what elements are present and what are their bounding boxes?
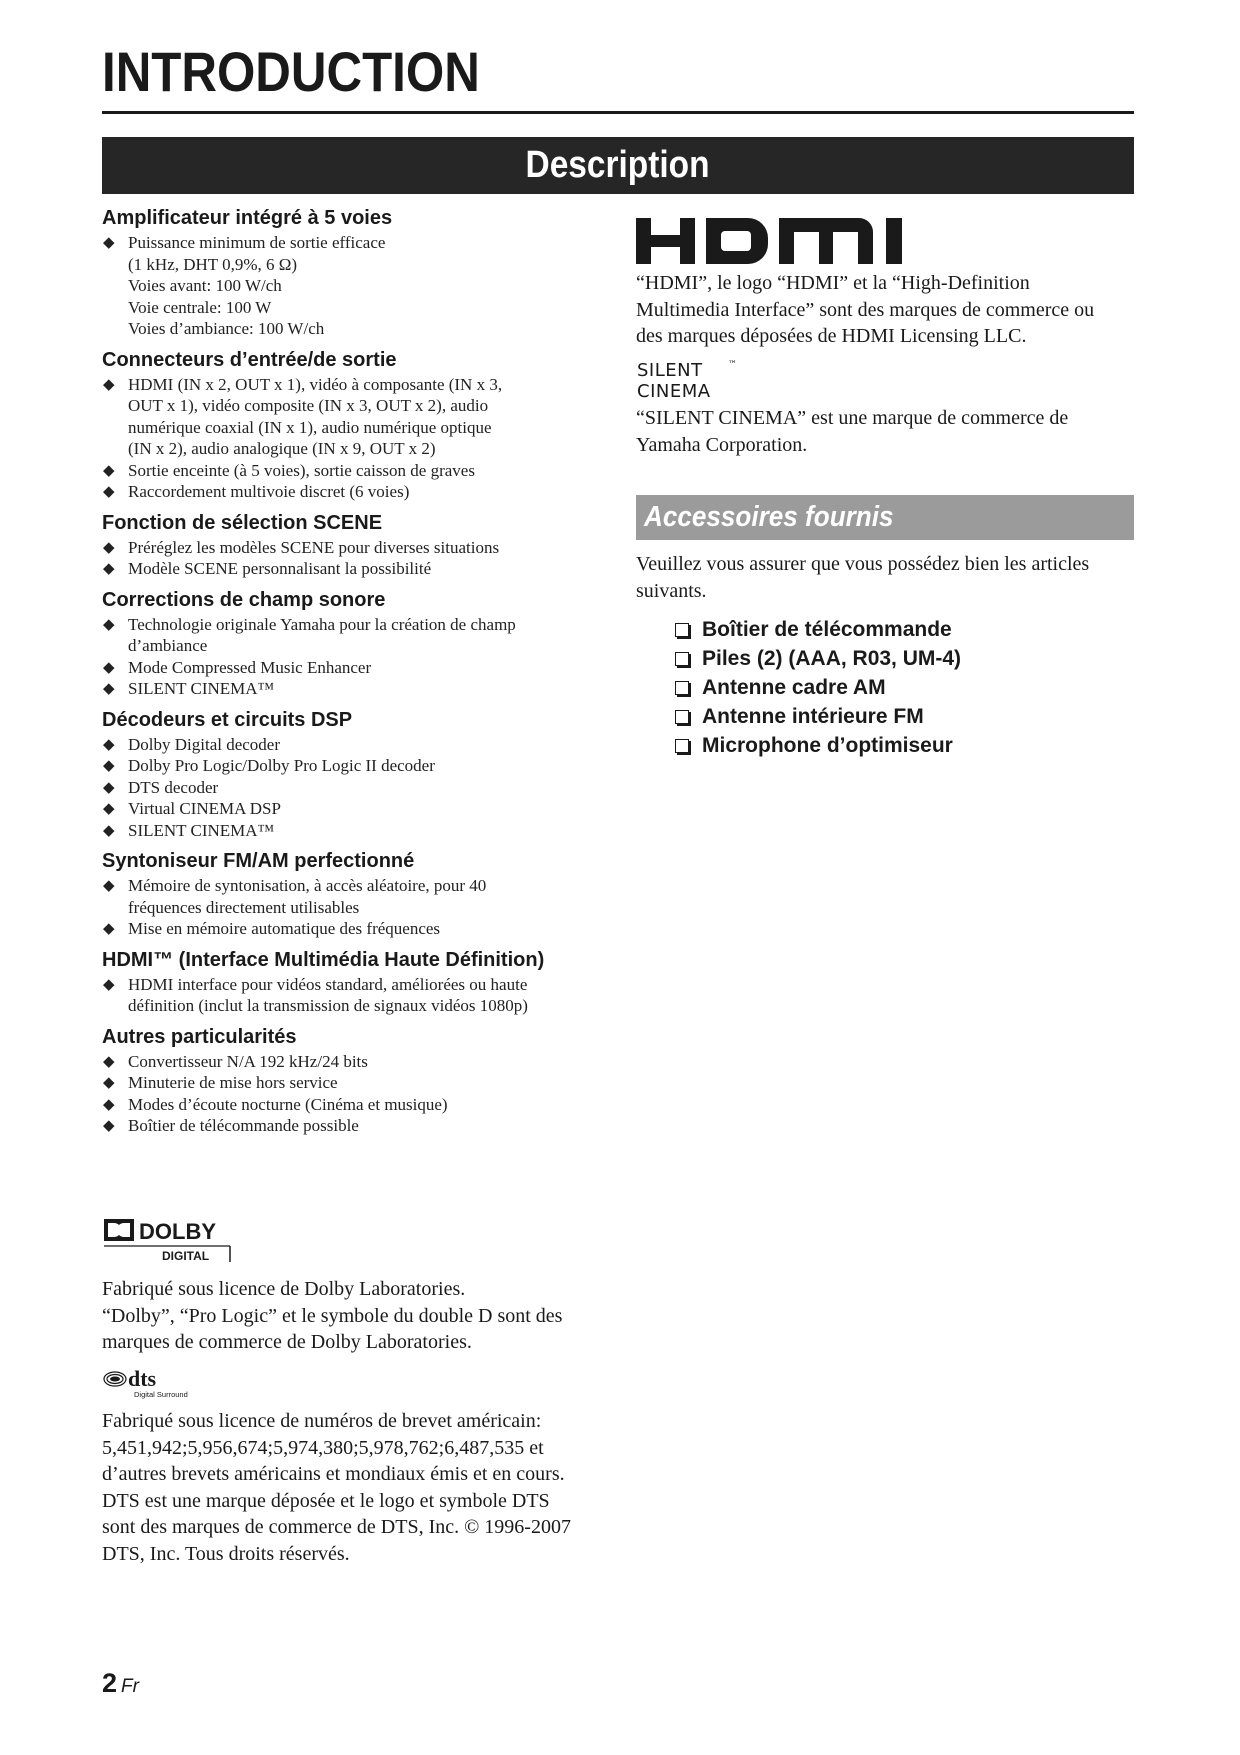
feature-section: [102, 206, 602, 340]
feature-item: [102, 875, 602, 918]
checkbox-icon: [675, 739, 689, 753]
dolby-logo-subtext: DIGITAL: [162, 1249, 210, 1263]
bullet-icon: ◆: [103, 537, 115, 556]
silent-logo-line1: SILENT: [637, 360, 703, 381]
feature-item: [102, 734, 602, 756]
hdmi-logo: [636, 216, 908, 266]
feature-item-line: Voies d’ambiance: 100 W/ch: [128, 319, 325, 338]
paragraph-line: Fabriqué sous licence de Dolby Laboratories.: [102, 1278, 466, 1300]
silent-logo-line2: CINEMA: [637, 381, 711, 400]
feature-item: [102, 678, 602, 700]
dolby-notice: [102, 1276, 612, 1356]
feature-item: [102, 777, 602, 799]
feature-heading: Syntoniseur FM/AM perfectionné: [102, 850, 415, 872]
paragraph-line: 5,451,942;5,956,674;5,974,380;5,978,762;6,487,535 et: [102, 1436, 544, 1459]
paragraph-line: “SILENT CINEMA” est une marque de commerce de: [636, 407, 1069, 429]
bullet-icon: ◆: [103, 876, 115, 894]
feature-heading: Corrections de champ sonore: [102, 588, 386, 611]
accessory-label: Piles (2) (AAA, R03, UM-4): [702, 647, 962, 670]
feature-item-line: Voies avant: 100 W/ch: [128, 276, 282, 295]
checkbox-icon: [675, 681, 689, 695]
feature-item-line: Sortie enceinte (à 5 voies), sortie caisson de graves: [128, 460, 475, 480]
dts-logo-subtext: Digital Surround: [134, 1390, 188, 1399]
feature-items: [102, 374, 602, 503]
feature-item-line: d’ambiance: [128, 636, 208, 655]
feature-item-line: Dolby Pro Logic/Dolby Pro Logic II decoder: [128, 756, 435, 775]
feature-item-line: Boîtier de télécommande possible: [128, 1116, 359, 1135]
feature-item-line: HDMI (IN x 2, OUT x 1), vidéo à composante (IN x 3,: [128, 374, 503, 394]
title-rule: [102, 111, 1134, 114]
silent-cinema-logo: [636, 358, 746, 400]
feature-section: [102, 511, 602, 580]
feature-item: [102, 974, 602, 1017]
feature-item: [102, 460, 602, 482]
bullet-icon: ◆: [103, 756, 115, 774]
silent-cinema-notice: [636, 405, 1136, 458]
feature-item: [102, 481, 602, 503]
feature-item: [102, 558, 602, 580]
bullet-icon: ◆: [103, 374, 115, 393]
feature-item-line: Virtual CINEMA DSP: [128, 799, 281, 818]
feature-items: [102, 614, 602, 700]
feature-item: [102, 657, 602, 679]
checkbox-icon: [675, 623, 689, 637]
bullet-icon: ◆: [103, 460, 115, 479]
feature-item: [102, 374, 602, 460]
accessory-item: [675, 731, 961, 760]
bullet-icon: ◆: [103, 482, 115, 500]
dts-logo-text: dts: [128, 1368, 157, 1391]
paragraph-line: Multimedia Interface” sont des marques de commerce ou: [636, 298, 1095, 321]
accessories-banner: [636, 495, 1134, 540]
feature-item: [102, 755, 602, 777]
feature-item-line: fréquences directement utilisables: [128, 897, 360, 917]
paragraph-line: des marques déposées de HDMI Licensing LLC.: [636, 325, 1027, 347]
bullet-icon: ◆: [103, 1073, 115, 1091]
feature-item: [102, 614, 602, 657]
section-title: Description: [526, 144, 710, 186]
feature-item-line: Mémoire de syntonisation, à accès aléatoire, pour 40: [128, 876, 487, 895]
feature-item: [102, 1094, 602, 1116]
feature-item-line: Convertisseur N/A 192 kHz/24 bits: [128, 1051, 368, 1071]
feature-items: [102, 875, 602, 940]
feature-item-line: Minuterie de mise hors service: [128, 1073, 338, 1092]
feature-items: [102, 734, 602, 842]
feature-section: [102, 588, 602, 700]
bullet-icon: ◆: [103, 559, 115, 577]
feature-item-line: Modes d’écoute nocturne (Cinéma et musique): [128, 1094, 448, 1114]
bullet-icon: ◆: [103, 777, 115, 796]
bullet-icon: ◆: [103, 1116, 115, 1134]
feature-items: [102, 1051, 602, 1137]
feature-item-line: SILENT CINEMA™: [128, 820, 275, 840]
feature-item: [102, 1115, 602, 1137]
bullet-icon: ◆: [103, 679, 115, 697]
bullet-icon: ◆: [103, 820, 115, 839]
accessory-item: [675, 673, 961, 702]
checkbox-icon: [675, 710, 689, 724]
accessory-label: Microphone d’optimiseur: [702, 734, 953, 757]
accessory-label: Antenne intérieure FM: [702, 705, 924, 728]
paragraph-line: sont des marques de commerce de DTS, Inc. © 1996-2007: [102, 1516, 571, 1538]
dts-notice: [102, 1408, 612, 1567]
feature-item-line: OUT x 1), vidéo composite (IN x 3, OUT x 2), audio: [128, 396, 489, 415]
feature-section: [102, 348, 602, 503]
dolby-digital-logo: [102, 1216, 232, 1266]
feature-item-line: Dolby Digital decoder: [128, 734, 281, 754]
bullet-icon: ◆: [103, 657, 115, 676]
feature-section: [102, 708, 602, 842]
features-list: [102, 206, 602, 1145]
paragraph-line: Veuillez vous assurer que vous possédez bien les articles: [636, 553, 1090, 575]
feature-item-line: Modèle SCENE personnalisant la possibilité: [128, 559, 432, 578]
checkbox-icon: [675, 652, 689, 666]
feature-item-line: DTS decoder: [128, 777, 219, 797]
page-language: Fr: [121, 1676, 139, 1697]
bullet-icon: ◆: [103, 1094, 115, 1113]
accessories-list: [675, 615, 961, 760]
feature-section: [102, 849, 602, 940]
bullet-icon: ◆: [103, 1051, 115, 1070]
bullet-icon: ◆: [103, 233, 115, 251]
feature-items: [102, 232, 602, 340]
feature-item-line: SILENT CINEMA™: [128, 679, 275, 698]
feature-item: [102, 232, 602, 340]
bullet-icon: ◆: [103, 734, 115, 753]
accessory-item: [675, 702, 961, 731]
feature-items: [102, 537, 602, 580]
accessories-intro: [636, 551, 1136, 604]
feature-item-line: (IN x 2), audio analogique (IN x 9, OUT x 2): [128, 439, 436, 458]
dts-logo: [102, 1368, 202, 1400]
feature-item: [102, 798, 602, 820]
feature-item: [102, 918, 602, 940]
feature-heading: Connecteurs d’entrée/de sortie: [102, 348, 397, 371]
feature-item-line: numérique coaxial (IN x 1), audio numérique optique: [128, 417, 492, 437]
feature-item-line: Préréglez les modèles SCENE pour diverses situations: [128, 537, 500, 557]
feature-item: [102, 537, 602, 559]
feature-heading: Fonction de sélection SCENE: [102, 511, 383, 534]
silent-logo-tm: ™: [728, 360, 737, 370]
feature-heading: Décodeurs et circuits DSP: [102, 708, 353, 731]
feature-item-line: définition (inclut la transmission de signaux vidéos 1080p): [128, 996, 528, 1015]
page-footer: [102, 1668, 139, 1699]
feature-heading: Amplificateur intégré à 5 voies: [102, 207, 393, 229]
feature-section: [102, 1025, 602, 1137]
paragraph-line: “Dolby”, “Pro Logic” et le symbole du double D sont des: [102, 1304, 563, 1327]
paragraph-line: DTS, Inc. Tous droits réservés.: [102, 1542, 350, 1565]
accessory-item: [675, 615, 961, 644]
bullet-icon: ◆: [103, 799, 115, 817]
feature-item-line: (1 kHz, DHT 0,9%, 6 Ω): [128, 254, 298, 274]
feature-item-line: Mise en mémoire automatique des fréquences: [128, 919, 441, 938]
feature-item-line: HDMI interface pour vidéos standard, améliorées ou haute: [128, 974, 528, 994]
paragraph-line: Fabriqué sous licence de numéros de brevet américain:: [102, 1410, 542, 1432]
feature-item: [102, 1051, 602, 1073]
feature-section: [102, 948, 602, 1017]
feature-item-line: Raccordement multivoie discret (6 voies): [128, 482, 410, 501]
dolby-logo-text: DOLBY: [139, 1219, 216, 1244]
paragraph-line: “HDMI”, le logo “HDMI” et la “High-Definition: [636, 272, 1030, 294]
feature-item-line: Puissance minimum de sortie efficace: [128, 233, 386, 252]
accessory-item: [675, 644, 961, 673]
paragraph-line: d’autres brevets américains et mondiaux émis et en cours.: [102, 1463, 565, 1485]
feature-item-line: Mode Compressed Music Enhancer: [128, 657, 372, 677]
feature-item-line: Voie centrale: 100 W: [128, 297, 272, 317]
bullet-icon: ◆: [103, 974, 115, 993]
feature-heading: HDMI™ (Interface Multimédia Haute Définition): [102, 948, 545, 971]
accessory-label: Antenne cadre AM: [702, 676, 886, 699]
feature-heading: Autres particularités: [102, 1025, 297, 1048]
hdmi-notice: [636, 270, 1136, 350]
paragraph-line: Yamaha Corporation.: [636, 433, 808, 456]
bullet-icon: ◆: [103, 614, 115, 633]
accessories-title: Accessoires fournis: [644, 501, 894, 533]
feature-item-line: Technologie originale Yamaha pour la création de champ: [128, 614, 516, 634]
feature-item: [102, 820, 602, 842]
paragraph-line: DTS est une marque déposée et le logo et symbole DTS: [102, 1489, 550, 1512]
page-title: INTRODUCTION: [102, 40, 480, 103]
feature-item: [102, 1072, 602, 1094]
bullet-icon: ◆: [103, 919, 115, 937]
paragraph-line: marques de commerce de Dolby Laboratories.: [102, 1331, 472, 1353]
accessory-label: Boîtier de télécommande: [702, 618, 952, 641]
section-banner: [102, 137, 1134, 194]
page-number: 2: [102, 1668, 118, 1698]
paragraph-line: suivants.: [636, 579, 707, 602]
feature-items: [102, 974, 602, 1017]
